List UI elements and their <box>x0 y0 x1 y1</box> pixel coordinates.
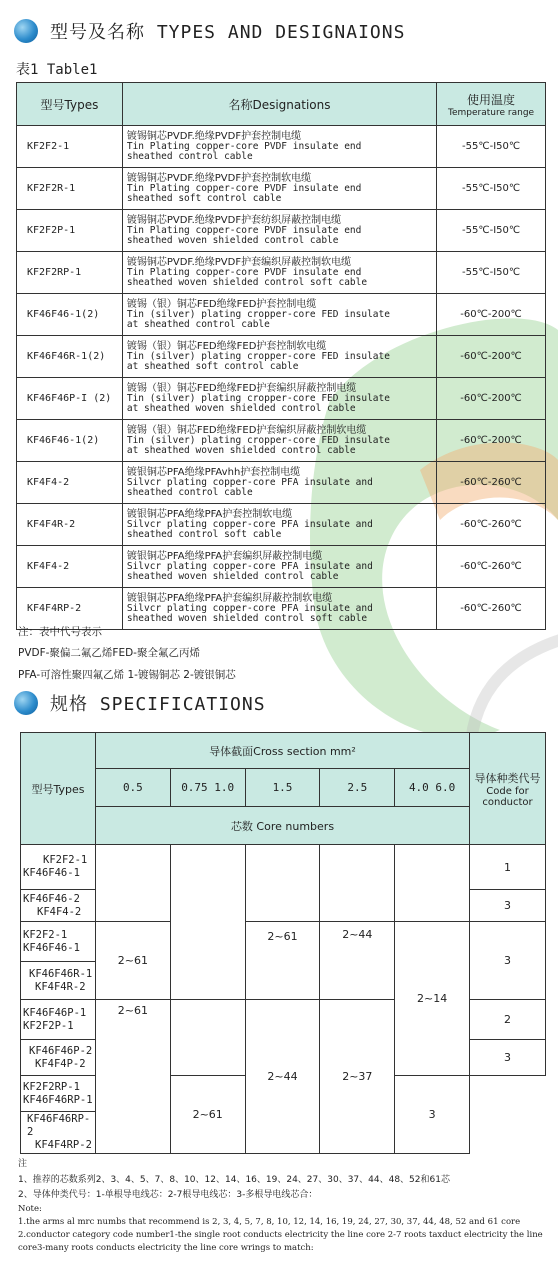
model-cell: KF46F46P-2 KF4F4P-2 <box>21 1040 96 1076</box>
spec-header-code <box>470 733 546 845</box>
model-cell: KF46F46-2 KF4F4-2 <box>21 890 96 922</box>
model-cell: KF4F4RP-2 <box>17 588 123 630</box>
designation-en-1: Silvcr plating copper-core PFA insulate and <box>126 518 373 530</box>
code-cell: 3 <box>470 890 546 922</box>
model-cell: KF4F4R-2 <box>17 504 123 546</box>
designation-en-2: sheathed control soft cable <box>126 528 282 540</box>
designation-cn: 镀锡（银）铜芯FED绝缘FED护套编织屏蔽控制电缆 <box>126 382 357 394</box>
spec-header-code-cn: 导体种类代号 <box>474 771 541 785</box>
designation-en-2: at sheathed woven shielded control cable <box>126 402 356 414</box>
designation-cell <box>122 210 436 252</box>
designation-cn: 镀锡铜芯PVDF.绝缘PVDF护套控制电缆 <box>126 130 302 142</box>
bullet-ball-icon <box>14 691 38 715</box>
section-header-types <box>14 18 405 44</box>
size-cell: 4.0 6.0 <box>395 769 470 807</box>
designation-cn: 镀锡（银）铜芯FED绝缘FED护套控制软电缆 <box>126 340 327 352</box>
designation-cn: 镀银铜芯PFA绝缘PFA护套编织屏蔽控制软电缆 <box>126 592 333 604</box>
header-temp-cn: 使用温度 <box>467 92 516 107</box>
model-cell: KF2F2RP-1 KF46F46RP-1 <box>21 1076 96 1112</box>
designation-cell <box>122 336 436 378</box>
header-temp <box>437 83 546 126</box>
model-cell: KF2F2-1 <box>17 126 123 168</box>
designation-en-2: sheathed woven shielded control soft cable <box>126 612 368 624</box>
designation-en-1: Silvcr plating copper-core PFA insulate and <box>126 602 373 614</box>
code-cell: 1 <box>470 845 546 890</box>
specifications-table <box>20 732 546 1154</box>
range-cell: 2~61 <box>245 922 320 1000</box>
code-cell: 3 <box>395 1076 470 1154</box>
table-row <box>17 378 546 420</box>
designation-en-2: sheathed woven shielded control cable <box>126 234 339 246</box>
code-cell: 2 <box>470 1000 546 1040</box>
designation-cn: 镀锡铜芯PVDF.绝缘PVDF护套编织屏蔽控制软电缆 <box>126 256 352 268</box>
notes-en-title: Note: <box>18 1204 42 1214</box>
designation-cn: 镀锡铜芯PVDF.绝缘PVDF护套控制软电缆 <box>126 172 312 184</box>
header-model: 型号Types <box>17 83 123 126</box>
model-cell: KF2F2-1 KF46F46-1 <box>21 922 96 962</box>
table-row <box>17 210 546 252</box>
notes-title: 注：表中代号表示 <box>18 626 102 638</box>
code-cell: 3 <box>470 1040 546 1076</box>
designation-cn: 镀银铜芯PFA绝缘PFA护套编织屏蔽控制电缆 <box>126 550 323 562</box>
section-header-specs <box>14 690 266 716</box>
designation-cn: 镀锡铜芯PVDF.绝缘PVDF护套纺织屏蔽控制电缆 <box>126 214 342 226</box>
model-cell: KF46F46-1(2) <box>17 294 123 336</box>
designation-en-1: Tin Plating copper-core PVDF insulate end <box>126 266 362 278</box>
designation-cell <box>122 420 436 462</box>
model-cell: KF46F46P-I (2) <box>17 378 123 420</box>
temp-cell: -55℃-I50℃ <box>437 210 546 252</box>
designation-en-2: at sheathed soft control cable <box>126 360 299 372</box>
table-row <box>17 252 546 294</box>
range-cell: 2~14 <box>395 922 470 1076</box>
temp-cell: -60℃-200℃ <box>437 378 546 420</box>
range-cell <box>95 845 170 922</box>
size-cell: 1.5 <box>245 769 320 807</box>
table-row <box>17 420 546 462</box>
notes-line-1: PVDF-聚偏二氟乙烯FED-聚全氟乙丙烯 <box>18 647 200 659</box>
model-cell: KF4F4-2 <box>17 546 123 588</box>
range-cell <box>395 845 470 922</box>
designation-en-1: Tin Plating copper-core PVDF insulate end <box>126 182 362 194</box>
designation-en-1: Tin (silver) plating cropper-core FED insulate <box>126 434 390 446</box>
designation-en-1: Tin Plating copper-core PVDF insulate end <box>126 140 362 152</box>
designation-en-1: Tin (silver) plating cropper-core FED insulate <box>126 308 390 320</box>
notes-cn-2: 2、导体仲类代号：1-单根导电线芯：2-7根导电线芯：3-多根导电线芯合： <box>18 1190 318 1200</box>
table-row <box>17 546 546 588</box>
designation-cell <box>122 126 436 168</box>
size-cell: 0.5 <box>95 769 170 807</box>
table-row <box>17 126 546 168</box>
designation-cn: 镀银铜芯PFA绝缘PFAvhh护套控制电缆 <box>126 466 301 478</box>
spec-header-model: 型号Types <box>21 733 96 845</box>
range-cell: 2~44 <box>320 922 395 1000</box>
designation-en-2: sheathed control cable <box>126 486 253 498</box>
table-row <box>17 168 546 210</box>
designation-en-2: sheathed control cable <box>126 150 253 162</box>
notes-cn-1: 1、推荐的芯数系列2、3、4、5、7、8、10、12、14、16、19、24、27、30、37、44、48、52和61芯 <box>18 1175 450 1185</box>
range-cell: 2~61 <box>95 922 170 1000</box>
temp-cell: -60℃-260℃ <box>437 588 546 630</box>
range-cell: 2~61 <box>170 1076 245 1154</box>
temp-cell: -60℃-260℃ <box>437 546 546 588</box>
designation-en-2: sheathed soft control cable <box>126 192 282 204</box>
table-row <box>17 504 546 546</box>
designation-en-2: at sheathed control cable <box>126 318 270 330</box>
designation-cell <box>122 252 436 294</box>
model-cell: KF4F4-2 <box>17 462 123 504</box>
table-row <box>17 336 546 378</box>
size-cell: 0.75 1.0 <box>170 769 245 807</box>
designation-cell <box>122 294 436 336</box>
notes-en-2: 2.conductor category code number1-the single root conducts electricity the line core 2-7 roots taxduct electricity the line <box>18 1230 543 1240</box>
designation-cell <box>122 168 436 210</box>
designation-en-1: Silvcr plating copper-core PFA insulate and <box>126 560 373 572</box>
temp-cell: -55℃-I50℃ <box>437 168 546 210</box>
temp-cell: -60℃-200℃ <box>437 294 546 336</box>
model-cell: KF2F2P-1 <box>17 210 123 252</box>
model-cell: KF2F2R-1 <box>17 168 123 210</box>
bullet-ball-icon <box>14 19 38 43</box>
model-cell: KF2F2-1 KF46F46-1 <box>21 845 96 890</box>
model-cell: KF46F46R-1 KF4F4R-2 <box>21 962 96 1000</box>
notes-en-1: 1.the arms al mrc numbs that recommend is 2, 3, 4, 5, 7, 8, 10, 12, 14, 16, 19, 24, 27, 30, 37, 44, 48, 52 and 61 core <box>18 1217 521 1227</box>
designation-cell <box>122 546 436 588</box>
temp-cell: -60℃-200℃ <box>437 420 546 462</box>
range-cell <box>170 845 245 1000</box>
notes-line-2: PFA-可溶性聚四氟乙烯 1-镀锡铜芯 2-镀银铜芯 <box>18 669 236 681</box>
temp-cell: -55℃-I50℃ <box>437 126 546 168</box>
section-title: 型号及名称 TYPES AND DESIGNAIONS <box>50 22 406 43</box>
designation-cn: 镀银铜芯PFA绝缘PFA护套控制软电缆 <box>126 508 293 520</box>
range-cell <box>170 1000 245 1076</box>
designation-en-2: at sheathed woven shielded control cable <box>126 444 356 456</box>
section-title: 规格 SPECIFICATIONS <box>50 694 266 715</box>
table-row <box>17 294 546 336</box>
range-cell: 2~37 <box>320 1000 395 1154</box>
designation-en-1: Tin Plating copper-core PVDF insulate end <box>126 224 362 236</box>
model-cell: KF46F46-1(2) <box>17 420 123 462</box>
temp-cell: -60℃-260℃ <box>437 462 546 504</box>
designation-cell <box>122 588 436 630</box>
header-name: 名称Designations <box>122 83 436 126</box>
model-cell: KF46F46P-1 KF2F2P-1 <box>21 1000 96 1040</box>
table-row <box>17 462 546 504</box>
designation-en-1: Tin (silver) plating cropper-core FED insulate <box>126 392 390 404</box>
table-header-row <box>17 83 546 126</box>
temp-cell: -60℃-260℃ <box>437 504 546 546</box>
spec-header-code-en: Code for conductor <box>482 785 533 808</box>
designation-en-1: Silvcr plating copper-core PFA insulate and <box>126 476 373 488</box>
designation-en-1: Tin (silver) plating cropper-core FED insulate <box>126 350 390 362</box>
designation-cell <box>122 378 436 420</box>
designation-cn: 镀锡（银）铜芯FED绝缘FED护套编织屏蔽控制软电缆 <box>126 424 367 436</box>
types-table <box>16 82 546 630</box>
notes-en-3: core3-many roots conducts electricity the line core wrings to match: <box>18 1243 314 1253</box>
designation-en-2: sheathed woven shielded control soft cable <box>126 276 368 288</box>
range-cell <box>320 845 395 922</box>
spec-header-cores: 芯数 Core numbers <box>95 807 469 845</box>
designation-en-2: sheathed woven shielded control cable <box>126 570 339 582</box>
table-caption: 表1 Table1 <box>16 62 98 78</box>
temp-cell: -55℃-I50℃ <box>437 252 546 294</box>
code-cell: 3 <box>470 922 546 1000</box>
model-cell: KF46F46R-1(2) <box>17 336 123 378</box>
spec-header-cross: 导体截面Cross section mm² <box>95 733 469 769</box>
model-cell: KF2F2RP-1 <box>17 252 123 294</box>
designation-cell <box>122 462 436 504</box>
notes-title: 注 <box>18 1159 28 1169</box>
range-cell <box>245 845 320 922</box>
designation-cn: 镀锡（银）铜芯FED绝缘FED护套控制电缆 <box>126 298 317 310</box>
temp-cell: -60℃-200℃ <box>437 336 546 378</box>
range-cell: 2~44 <box>245 1000 320 1154</box>
model-cell: KF46F46RP-2 KF4F4RP-2 <box>21 1112 96 1154</box>
size-cell: 2.5 <box>320 769 395 807</box>
designation-cell <box>122 504 436 546</box>
range-cell: 2~61 <box>95 1000 170 1154</box>
header-temp-en: Temperature range <box>448 107 535 118</box>
